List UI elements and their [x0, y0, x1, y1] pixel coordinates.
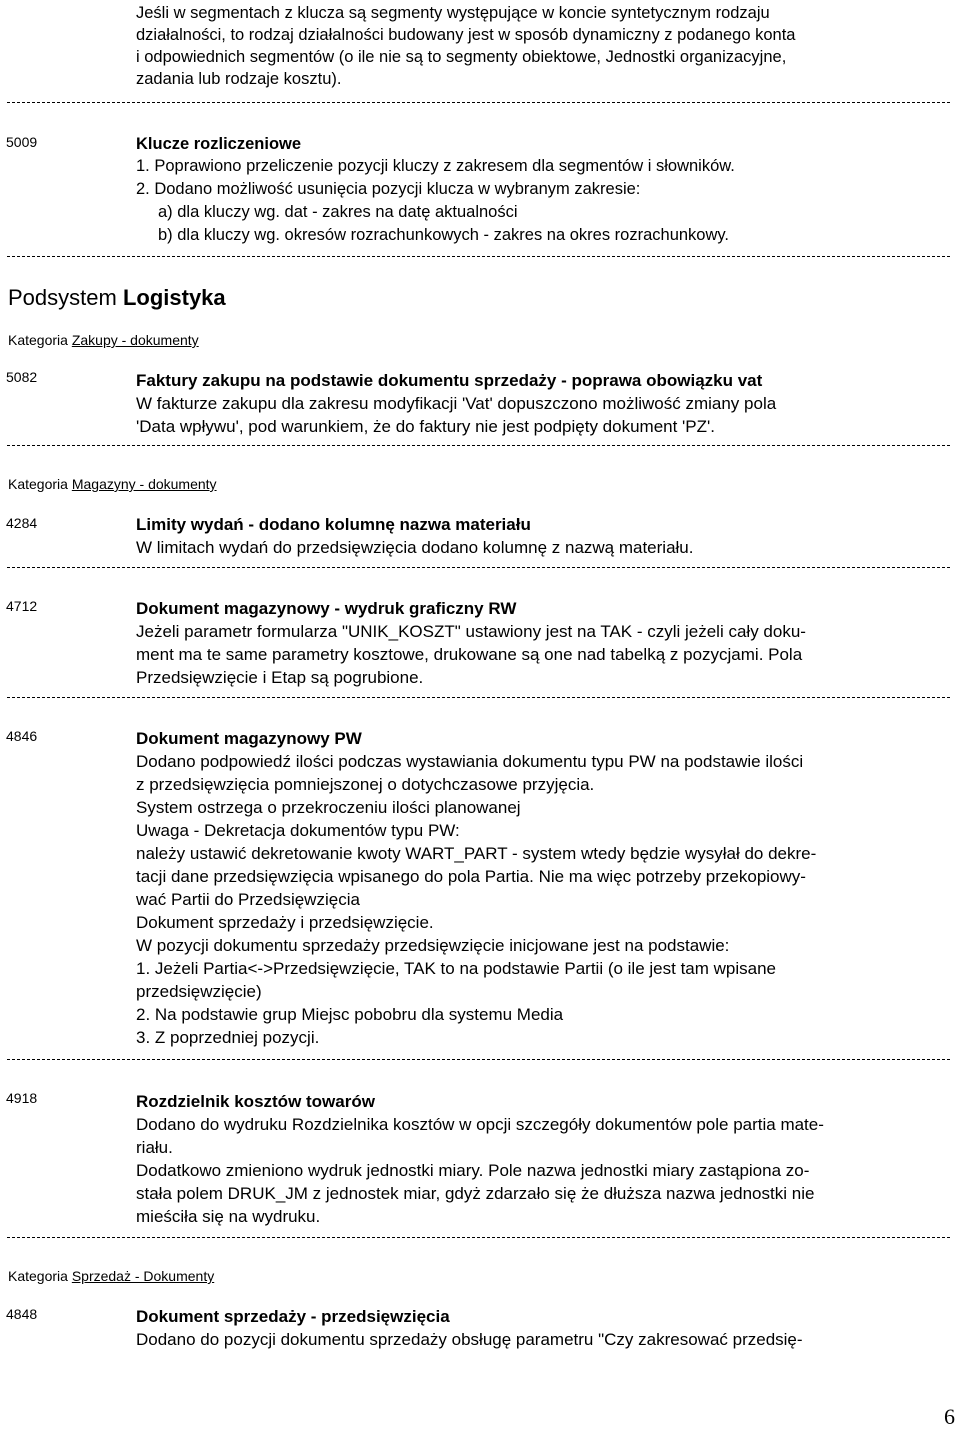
entry-number: 4846 [6, 728, 38, 744]
entry-line: Jeżeli parametr formularza "UNIK_KOSZT" ustawiony jest na TAK - czyli jeżeli cały doku- [136, 622, 806, 641]
entry-number: 4712 [6, 598, 38, 614]
entry-title: Dokument magazynowy - wydruk graficzny RW [136, 599, 517, 618]
category-heading [8, 1267, 214, 1285]
separator [7, 256, 950, 257]
entry-title: Dokument magazynowy PW [136, 729, 362, 748]
entry-body [136, 1113, 824, 1228]
text-line: działalności, to rodzaj działalności budowany jest w sposób dynamiczny z podanego konta [136, 26, 796, 44]
entry-line: 2. Na podstawie grup Miejsc pobobru dla systemu Media [136, 1005, 564, 1024]
entry-line: należy ustawić dekretowanie kwoty WART_PART - system wtedy będzie wysyłał do dekre- [136, 844, 817, 863]
entry-title: Faktury zakupu na podstawie dokumentu sprzedaży - poprawa obowiązku vat [136, 371, 763, 390]
separator [7, 1237, 950, 1238]
subsystem-prefix: Podsystem [8, 285, 117, 310]
entry-line: mieściła się na wydruku. [136, 1207, 321, 1226]
entry-line: W limitach wydań do przedsięwzięcia dodano kolumnę z nazwą materiału. [136, 538, 694, 557]
entry-body [136, 750, 816, 1049]
subsystem-name: Logistyka [122, 285, 226, 310]
separator [7, 1059, 950, 1060]
entry-line: 1. Poprawiono przeliczenie pozycji kluczy z zakresem dla segmentów i słowników. [136, 157, 735, 175]
entry-number: 5009 [6, 134, 38, 150]
entry-line: wać Partii do Przedsięwzięcia [136, 890, 360, 909]
entry-line: tacji dane przedsięwzięcia wpisanego do pola Partia. Nie ma więc potrzeby przekopiowy- [136, 867, 806, 886]
entry-line: stała polem DRUK_JM z jednostek miar, gdyż zdarzało się że dłuższa nazwa jednostki nie [136, 1184, 815, 1203]
entry-line: Dokument sprzedaży i przedsięwzięcie. [136, 913, 434, 932]
separator [7, 697, 950, 698]
entry-line: Uwaga - Dekretacja dokumentów typu PW: [136, 821, 460, 840]
entry-number: 4918 [6, 1090, 38, 1106]
page-number: 6 [944, 1404, 955, 1429]
category-name: Sprzedaż - Dokumenty [71, 1268, 215, 1284]
entry-line: z przedsięwzięcia pomniejszonej o dotychczasowe przyjęcia. [136, 775, 595, 794]
entry-number: 4848 [6, 1306, 38, 1322]
text-line: zadania lub rodzaje kosztu). [136, 70, 342, 88]
entry-line: Przedsięwzięcie i Etap są pogrubione. [136, 668, 424, 687]
text-line: Jeśli w segmentach z klucza są segmenty występujące w koncie syntetycznym rodzaju [136, 4, 770, 22]
entry-line: 2. Dodano możliwość usunięcia pozycji klucza w wybranym zakresie: [136, 180, 641, 198]
entry-title: Dokument sprzedaży - przedsięwzięcia [136, 1307, 450, 1326]
entry-number: 5082 [6, 369, 38, 385]
subsystem-heading [8, 284, 226, 312]
category-name: Zakupy - dokumenty [71, 332, 199, 348]
text-line: i odpowiednich segmentów (o ile nie są to segmenty obiektowe, Jednostki organizacyjne, [136, 48, 787, 66]
separator [7, 102, 950, 103]
entry-line: ment ma te same parametry kosztowe, drukowane są one nad tabelką z pozycjami. Pola [136, 645, 803, 664]
entry-title: Rozdzielnik kosztów towarów [136, 1092, 375, 1111]
entry-line: a) dla kluczy wg. dat - zakres na datę aktualności [158, 203, 518, 221]
entry-line: Dodatkowo zmieniono wydruk jednostki miary. Pole nazwa jednostki miary zastąpiona zo- [136, 1161, 810, 1180]
entry-line: 'Data wpływu', pod warunkiem, że do faktury nie jest podpięty dokument 'PZ'. [136, 417, 715, 436]
entry-line: b) dla kluczy wg. okresów rozrachunkowych - zakres na okres rozrachunkowy. [158, 226, 729, 244]
entry-title: Limity wydań - dodano kolumnę nazwa materiału [136, 515, 531, 534]
entry-number: 4284 [6, 515, 38, 531]
category-prefix: Kategoria [8, 1268, 68, 1284]
category-prefix: Kategoria [8, 476, 68, 492]
entry-line: W fakturze zakupu dla zakresu modyfikacji 'Vat' dopuszczono możliwość zmiany pola [136, 394, 777, 413]
category-name: Magazyny - dokumenty [71, 476, 217, 492]
entry-line: riału. [136, 1138, 173, 1157]
entry-line: Dodano do wydruku Rozdzielnika kosztów w opcji szczegóły dokumentów pole partia mate- [136, 1115, 824, 1134]
entry-line: W pozycji dokumentu sprzedaży przedsięwzięcie inicjowane jest na podstawie: [136, 936, 730, 955]
category-heading [8, 475, 217, 493]
entry-line: Dodano do pozycji dokumentu sprzedaży obsługę parametru "Czy zakresować przedsię- [136, 1330, 803, 1349]
entry-title: Klucze rozliczeniowe [136, 135, 302, 153]
category-heading [8, 331, 199, 349]
entry-line: 3. Z poprzedniej pozycji. [136, 1028, 320, 1047]
category-prefix: Kategoria [8, 332, 68, 348]
intro-paragraph [136, 2, 795, 90]
entry-line: 1. Jeżeli Partia<->Przedsięwzięcie, TAK to na podstawie Partii (o ile jest tam wpisane [136, 959, 776, 978]
separator [7, 567, 950, 568]
separator [7, 445, 950, 446]
entry-line: przedsięwzięcie) [136, 982, 262, 1001]
entry-line: System ostrzega o przekroczeniu ilości planowanej [136, 798, 521, 817]
entry-line: Dodano podpowiedź ilości podczas wystawiania dokumentu typu PW na podstawie ilości [136, 752, 804, 771]
